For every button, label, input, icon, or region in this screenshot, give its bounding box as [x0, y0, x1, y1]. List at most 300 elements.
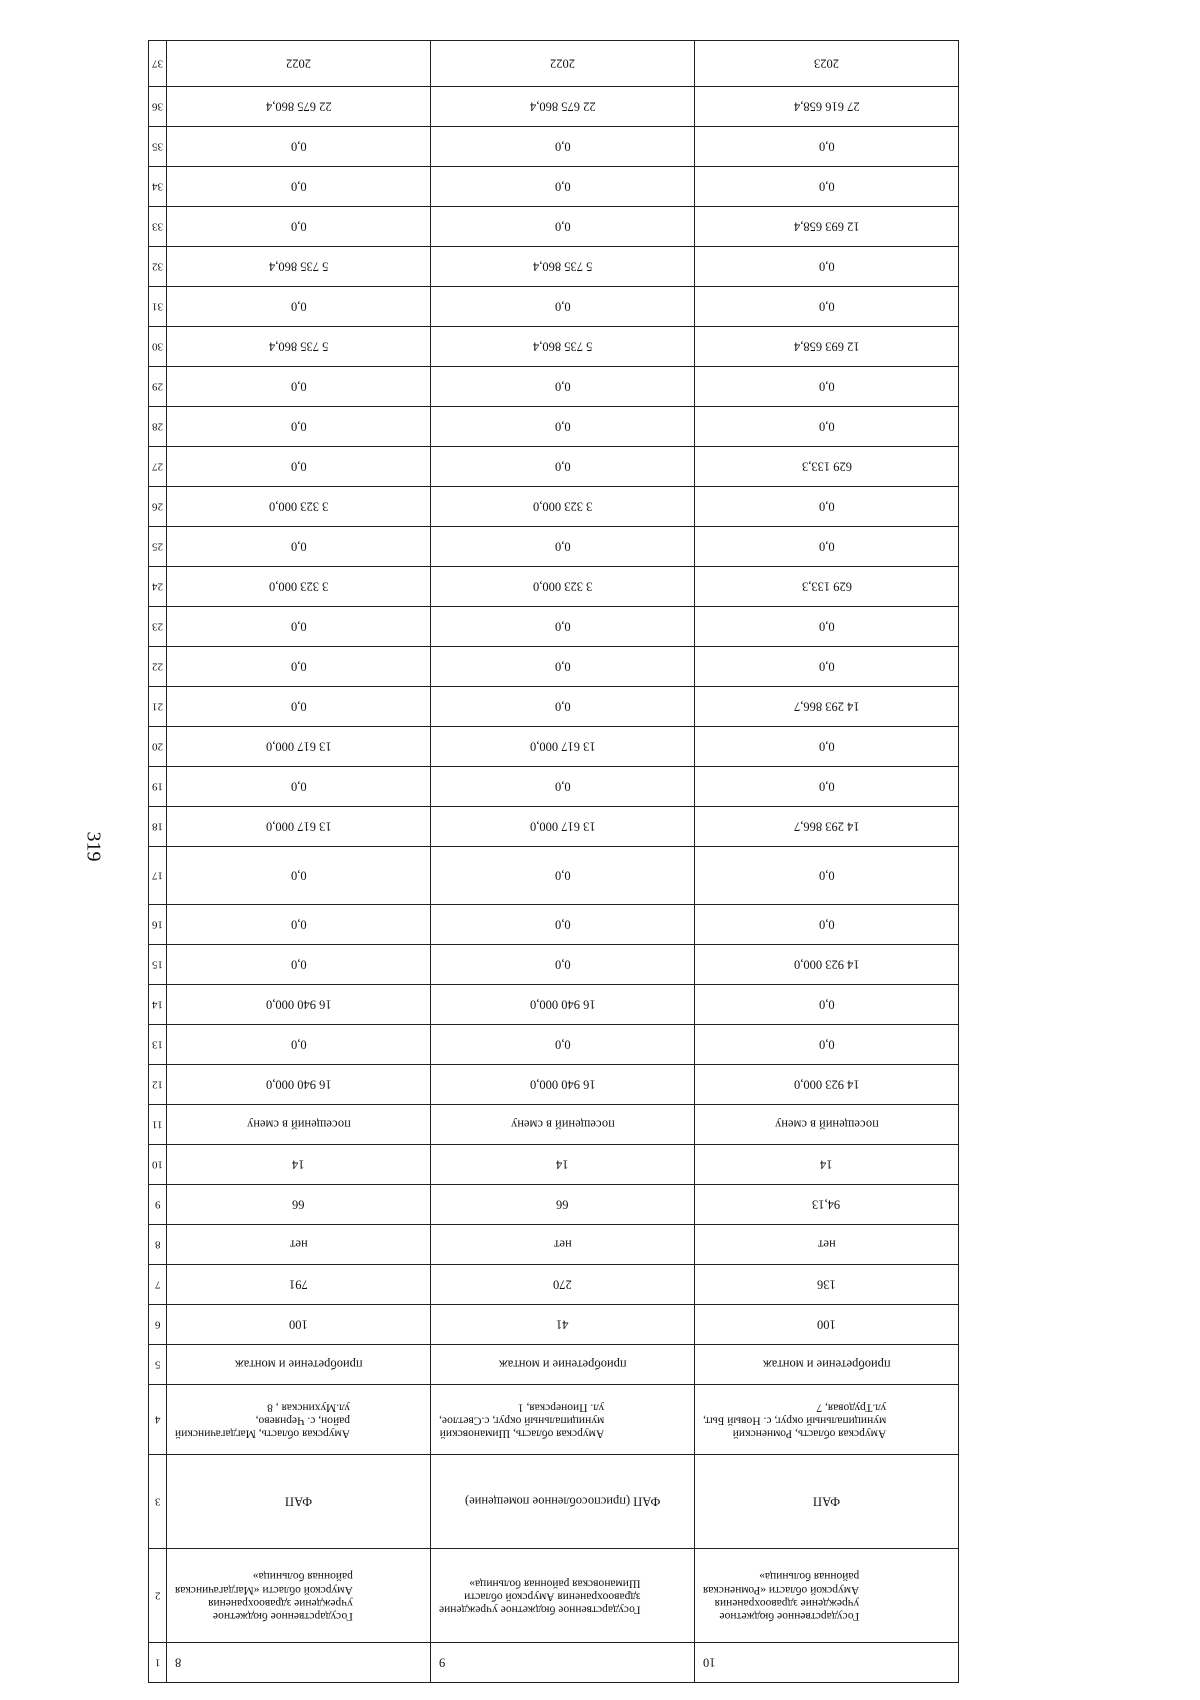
cell-col-b	[431, 767, 695, 807]
cell-col-a	[167, 127, 431, 167]
cell-col-b	[431, 207, 695, 247]
cell-text: 94,13	[812, 1197, 841, 1212]
cell-col-a	[167, 327, 431, 367]
cell-text: 0,0	[818, 259, 835, 274]
cell-text: 25	[152, 540, 163, 553]
cell-text: 0,0	[554, 539, 571, 554]
cell-col-a	[167, 87, 431, 127]
cell-col-c	[695, 1185, 959, 1225]
cell-text: 26	[152, 500, 163, 513]
cell-text: 29	[152, 380, 163, 393]
row-number-cell	[149, 407, 167, 447]
cell-col-a	[167, 767, 431, 807]
table-row	[149, 127, 959, 167]
row-number-cell	[149, 985, 167, 1025]
cell-col-c	[695, 767, 959, 807]
cell-text: 14	[152, 998, 163, 1011]
table-row	[149, 647, 959, 687]
table-row	[149, 247, 959, 287]
table-row	[149, 207, 959, 247]
cell-col-b	[431, 527, 695, 567]
cell-col-b	[431, 367, 695, 407]
cell-text: посещений в смену	[246, 1117, 351, 1132]
cell-text: 100	[817, 1317, 836, 1332]
cell-text: 0,0	[818, 619, 835, 634]
cell-text: 3 323 000,0	[268, 499, 329, 514]
cell-text: 4	[154, 1413, 161, 1426]
cell-col-b	[431, 1643, 695, 1683]
cell-text: 1	[154, 1656, 161, 1669]
row-number-cell	[149, 767, 167, 807]
table-row	[149, 1225, 959, 1265]
cell-col-b	[431, 607, 695, 647]
row-number-cell	[149, 687, 167, 727]
cell-col-b	[431, 1065, 695, 1105]
cell-text: 16 940 000,0	[265, 1077, 332, 1092]
cell-text: 136	[817, 1277, 836, 1292]
cell-text: 0,0	[818, 139, 835, 154]
cell-text: 22	[152, 660, 163, 673]
cell-text: 0,0	[554, 957, 571, 972]
cell-text: 0,0	[554, 379, 571, 394]
table-row	[149, 1265, 959, 1305]
cell-text: 0,0	[818, 659, 835, 674]
cell-text: 8	[154, 1238, 161, 1251]
cell-text: 8	[175, 1655, 182, 1670]
cell-text: 0,0	[290, 1037, 307, 1052]
cell-text: 0,0	[818, 419, 835, 434]
cell-text: 791	[289, 1277, 308, 1292]
cell-col-b	[431, 167, 695, 207]
cell-text: Амурская область, Ромненский муниципальный округ, с. Новый Быт, ул.Трудовая, 7	[703, 1400, 887, 1440]
cell-col-a	[167, 945, 431, 985]
cell-text: 33	[152, 220, 163, 233]
cell-col-a	[167, 1345, 431, 1385]
cell-text: 21	[152, 700, 163, 713]
cell-text: 629 133,3	[801, 579, 852, 594]
cell-col-c	[695, 1455, 959, 1549]
table-row	[149, 1549, 959, 1643]
cell-text: 0,0	[290, 619, 307, 634]
cell-text: 22 675 860,4	[265, 99, 332, 114]
cell-text: 13 617 000,0	[529, 819, 596, 834]
cell-col-b	[431, 41, 695, 87]
cell-text: 0,0	[818, 779, 835, 794]
cell-col-a	[167, 1105, 431, 1145]
cell-text: 0,0	[290, 539, 307, 554]
table-row	[149, 1185, 959, 1225]
cell-col-a	[167, 1643, 431, 1683]
cell-col-a	[167, 41, 431, 87]
table-row	[149, 1345, 959, 1385]
cell-col-a	[167, 647, 431, 687]
cell-col-a	[167, 207, 431, 247]
row-number-cell	[149, 87, 167, 127]
cell-text: 2022	[286, 56, 311, 71]
cell-col-a	[167, 447, 431, 487]
cell-text: Амурская область, Магдагачинский район, с. Черняево, ул.Мухинская , 8	[175, 1400, 351, 1440]
cell-text: 2	[154, 1589, 161, 1602]
row-number-cell	[149, 847, 167, 905]
cell-col-b	[431, 247, 695, 287]
cell-text: нет	[289, 1237, 308, 1252]
cell-text: 17	[152, 869, 163, 882]
cell-text: 3 323 000,0	[268, 579, 329, 594]
cell-col-a	[167, 807, 431, 847]
table-row	[149, 41, 959, 87]
cell-col-a	[167, 487, 431, 527]
cell-text: 0,0	[290, 779, 307, 794]
row-number-cell	[149, 1065, 167, 1105]
cell-col-c	[695, 447, 959, 487]
row-number-cell	[149, 905, 167, 945]
cell-text: 2022	[550, 56, 575, 71]
cell-col-a	[167, 985, 431, 1025]
row-number-cell	[149, 127, 167, 167]
cell-text: 14 923 000,0	[793, 1077, 860, 1092]
row-number-cell	[149, 1305, 167, 1345]
cell-col-b	[431, 1145, 695, 1185]
cell-col-a	[167, 527, 431, 567]
cell-text: Государственное бюджетное учреждение здравоохранения Амурской области «Магдагачинская районная больница»	[175, 1570, 353, 1622]
cell-text: 14 293 866,7	[793, 699, 860, 714]
table-row	[149, 407, 959, 447]
table-row	[149, 985, 959, 1025]
row-number-cell	[149, 1549, 167, 1643]
cell-text: 22 675 860,4	[529, 99, 596, 114]
cell-text: 35	[152, 140, 163, 153]
table-row	[149, 1065, 959, 1105]
table-row	[149, 1305, 959, 1345]
cell-text: 30	[152, 340, 163, 353]
cell-col-a	[167, 905, 431, 945]
cell-col-c	[695, 1265, 959, 1305]
cell-text: приобретение и монтаж	[234, 1357, 363, 1372]
cell-text: 0,0	[290, 459, 307, 474]
cell-text: 10	[703, 1655, 716, 1670]
cell-col-c	[695, 1549, 959, 1643]
cell-text: 5 735 860,4	[268, 339, 329, 354]
page-number: 319	[82, 831, 105, 862]
table-row	[149, 945, 959, 985]
cell-text: 5 735 860,4	[532, 339, 593, 354]
table-row	[149, 767, 959, 807]
cell-col-a	[167, 607, 431, 647]
cell-col-c	[695, 127, 959, 167]
cell-text: 10	[152, 1158, 163, 1171]
cell-col-c	[695, 687, 959, 727]
row-number-cell	[149, 1345, 167, 1385]
cell-text: 0,0	[290, 917, 307, 932]
cell-text: 0,0	[290, 299, 307, 314]
cell-col-a	[167, 1455, 431, 1549]
row-number-cell	[149, 1225, 167, 1265]
cell-text: 20	[152, 740, 163, 753]
cell-text: 0,0	[290, 419, 307, 434]
cell-text: 16 940 000,0	[529, 997, 596, 1012]
cell-text: 6	[154, 1318, 161, 1331]
table-row	[149, 567, 959, 607]
cell-col-b	[431, 727, 695, 767]
cell-col-b	[431, 647, 695, 687]
cell-col-b	[431, 1345, 695, 1385]
cell-text: 0,0	[818, 299, 835, 314]
cell-text: 0,0	[290, 179, 307, 194]
cell-text: 14 923 000,0	[793, 957, 860, 972]
table-row	[149, 1105, 959, 1145]
cell-col-c	[695, 1145, 959, 1185]
cell-text: 37	[152, 57, 163, 70]
cell-text: 3	[154, 1495, 161, 1508]
cell-col-c	[695, 1225, 959, 1265]
cell-col-c	[695, 327, 959, 367]
cell-col-b	[431, 847, 695, 905]
row-number-cell	[149, 527, 167, 567]
cell-col-a	[167, 247, 431, 287]
cell-col-a	[167, 1305, 431, 1345]
cell-col-b	[431, 1549, 695, 1643]
cell-text: 0,0	[554, 419, 571, 434]
table-row	[149, 447, 959, 487]
cell-text: 3 323 000,0	[532, 499, 593, 514]
row-number-cell	[149, 487, 167, 527]
cell-text: 19	[152, 780, 163, 793]
cell-text: 100	[289, 1317, 308, 1332]
cell-text: 9	[439, 1655, 446, 1670]
cell-text: ФАП	[812, 1494, 841, 1509]
table-row	[149, 1643, 959, 1683]
row-number-cell	[149, 1455, 167, 1549]
cell-col-b	[431, 807, 695, 847]
cell-col-b	[431, 127, 695, 167]
row-number-cell	[149, 1025, 167, 1065]
cell-col-b	[431, 1025, 695, 1065]
cell-col-c	[695, 905, 959, 945]
cell-col-a	[167, 1025, 431, 1065]
table-row	[149, 905, 959, 945]
cell-col-a	[167, 367, 431, 407]
row-number-cell	[149, 607, 167, 647]
cell-col-c	[695, 167, 959, 207]
cell-text: 0,0	[818, 539, 835, 554]
row-number-cell	[149, 247, 167, 287]
cell-text: 14	[556, 1157, 569, 1172]
cell-col-c	[695, 87, 959, 127]
cell-text: 16	[152, 918, 163, 931]
cell-col-c	[695, 287, 959, 327]
cell-col-c	[695, 41, 959, 87]
cell-col-c	[695, 945, 959, 985]
cell-col-b	[431, 407, 695, 447]
table-row	[149, 727, 959, 767]
cell-text: 629 133,3	[801, 459, 852, 474]
cell-text: 34	[152, 180, 163, 193]
cell-text: 18	[152, 820, 163, 833]
cell-col-c	[695, 487, 959, 527]
cell-col-a	[167, 727, 431, 767]
cell-text: 0,0	[290, 139, 307, 154]
table-row	[149, 367, 959, 407]
cell-col-a	[167, 567, 431, 607]
table-row	[149, 287, 959, 327]
row-number-cell	[149, 207, 167, 247]
cell-text: 0,0	[818, 179, 835, 194]
data-table	[148, 40, 959, 1683]
cell-text: 0,0	[290, 219, 307, 234]
cell-text: посещений в смену	[774, 1117, 879, 1132]
cell-text: 0,0	[818, 997, 835, 1012]
cell-text: 27 616 658,4	[793, 99, 860, 114]
table-row	[149, 1145, 959, 1185]
cell-text: 32	[152, 260, 163, 273]
cell-text: 31	[152, 300, 163, 313]
cell-col-b	[431, 487, 695, 527]
cell-text: 0,0	[818, 1037, 835, 1052]
cell-col-c	[695, 1065, 959, 1105]
cell-col-c	[695, 727, 959, 767]
cell-col-c	[695, 567, 959, 607]
row-number-cell	[149, 1643, 167, 1683]
row-number-cell	[149, 287, 167, 327]
cell-col-a	[167, 167, 431, 207]
row-number-cell	[149, 1105, 167, 1145]
cell-text: приобретение и монтаж	[762, 1357, 891, 1372]
cell-col-b	[431, 1105, 695, 1145]
cell-text: 0,0	[290, 957, 307, 972]
cell-text: 66	[292, 1197, 305, 1212]
row-number-cell	[149, 327, 167, 367]
cell-text: 24	[152, 580, 163, 593]
cell-col-b	[431, 1385, 695, 1455]
cell-col-a	[167, 1185, 431, 1225]
cell-col-c	[695, 207, 959, 247]
row-number-cell	[149, 727, 167, 767]
cell-col-c	[695, 647, 959, 687]
cell-text: 0,0	[818, 917, 835, 932]
cell-text: 0,0	[290, 868, 307, 883]
cell-text: 36	[152, 100, 163, 113]
cell-text: посещений в смену	[510, 1117, 615, 1132]
cell-text: 0,0	[554, 659, 571, 674]
cell-text: 12 693 658,4	[793, 219, 860, 234]
table-row	[149, 327, 959, 367]
cell-text: 14 293 866,7	[793, 819, 860, 834]
cell-col-c	[695, 607, 959, 647]
cell-col-b	[431, 1225, 695, 1265]
cell-text: нет	[817, 1237, 836, 1252]
cell-col-a	[167, 1065, 431, 1105]
cell-text: 0,0	[554, 459, 571, 474]
cell-text: 0,0	[818, 739, 835, 754]
cell-text: ФАП (приспособленное помещение)	[464, 1494, 661, 1509]
cell-text: 11	[152, 1118, 163, 1131]
cell-text: 0,0	[554, 299, 571, 314]
cell-col-c	[695, 407, 959, 447]
cell-col-b	[431, 567, 695, 607]
cell-col-b	[431, 447, 695, 487]
cell-col-b	[431, 1305, 695, 1345]
cell-col-c	[695, 985, 959, 1025]
cell-text: 12	[152, 1078, 163, 1091]
cell-text: 13	[152, 1038, 163, 1051]
cell-text: 15	[152, 958, 163, 971]
cell-col-a	[167, 847, 431, 905]
cell-text: 16 940 000,0	[265, 997, 332, 1012]
cell-col-b	[431, 905, 695, 945]
cell-text: Государственное бюджетное учреждение здравоохранения Амурской области «Ромненская районная больница»	[703, 1570, 860, 1622]
cell-text: 5	[154, 1358, 161, 1371]
cell-col-b	[431, 327, 695, 367]
row-number-cell	[149, 367, 167, 407]
row-number-cell	[149, 1145, 167, 1185]
cell-col-a	[167, 1225, 431, 1265]
cell-text: 5 735 860,4	[268, 259, 329, 274]
row-number-cell	[149, 807, 167, 847]
cell-text: 270	[553, 1277, 572, 1292]
cell-col-b	[431, 1185, 695, 1225]
row-number-cell	[149, 41, 167, 87]
cell-text: 66	[556, 1197, 569, 1212]
cell-col-c	[695, 1385, 959, 1455]
cell-col-b	[431, 87, 695, 127]
cell-col-a	[167, 687, 431, 727]
table-row	[149, 847, 959, 905]
cell-text: 0,0	[554, 779, 571, 794]
table-row	[149, 487, 959, 527]
row-number-cell	[149, 1265, 167, 1305]
table-row	[149, 87, 959, 127]
cell-text: 27	[152, 460, 163, 473]
cell-text: 0,0	[554, 868, 571, 883]
cell-col-c	[695, 367, 959, 407]
cell-text: 13 617 000,0	[529, 739, 596, 754]
cell-col-a	[167, 407, 431, 447]
table-row	[149, 1025, 959, 1065]
cell-text: ФАП	[284, 1494, 313, 1509]
cell-col-a	[167, 1265, 431, 1305]
cell-col-b	[431, 1455, 695, 1549]
cell-text: 0,0	[290, 659, 307, 674]
cell-text: 3 323 000,0	[532, 579, 593, 594]
cell-text: 14	[820, 1157, 833, 1172]
cell-col-b	[431, 945, 695, 985]
cell-col-a	[167, 1145, 431, 1185]
cell-col-b	[431, 985, 695, 1025]
cell-text: 0,0	[818, 868, 835, 883]
cell-text: 5 735 860,4	[532, 259, 593, 274]
cell-col-c	[695, 1025, 959, 1065]
cell-col-b	[431, 687, 695, 727]
cell-text: 0,0	[818, 379, 835, 394]
cell-col-c	[695, 527, 959, 567]
cell-text: 16 940 000,0	[529, 1077, 596, 1092]
table-row	[149, 1455, 959, 1549]
cell-col-a	[167, 1549, 431, 1643]
table-row	[149, 1385, 959, 1455]
cell-text: 28	[152, 420, 163, 433]
cell-text: 0,0	[554, 699, 571, 714]
cell-text: 13 617 000,0	[265, 739, 332, 754]
cell-col-c	[695, 1643, 959, 1683]
cell-col-c	[695, 807, 959, 847]
cell-text: 0,0	[554, 619, 571, 634]
row-number-cell	[149, 647, 167, 687]
cell-text: 41	[556, 1317, 569, 1332]
table-row	[149, 527, 959, 567]
cell-text: 0,0	[818, 499, 835, 514]
row-number-cell	[149, 945, 167, 985]
cell-text: Государственное бюджетное учреждение здравоохранения Амурской области Шимановская районная больница»	[439, 1576, 641, 1616]
